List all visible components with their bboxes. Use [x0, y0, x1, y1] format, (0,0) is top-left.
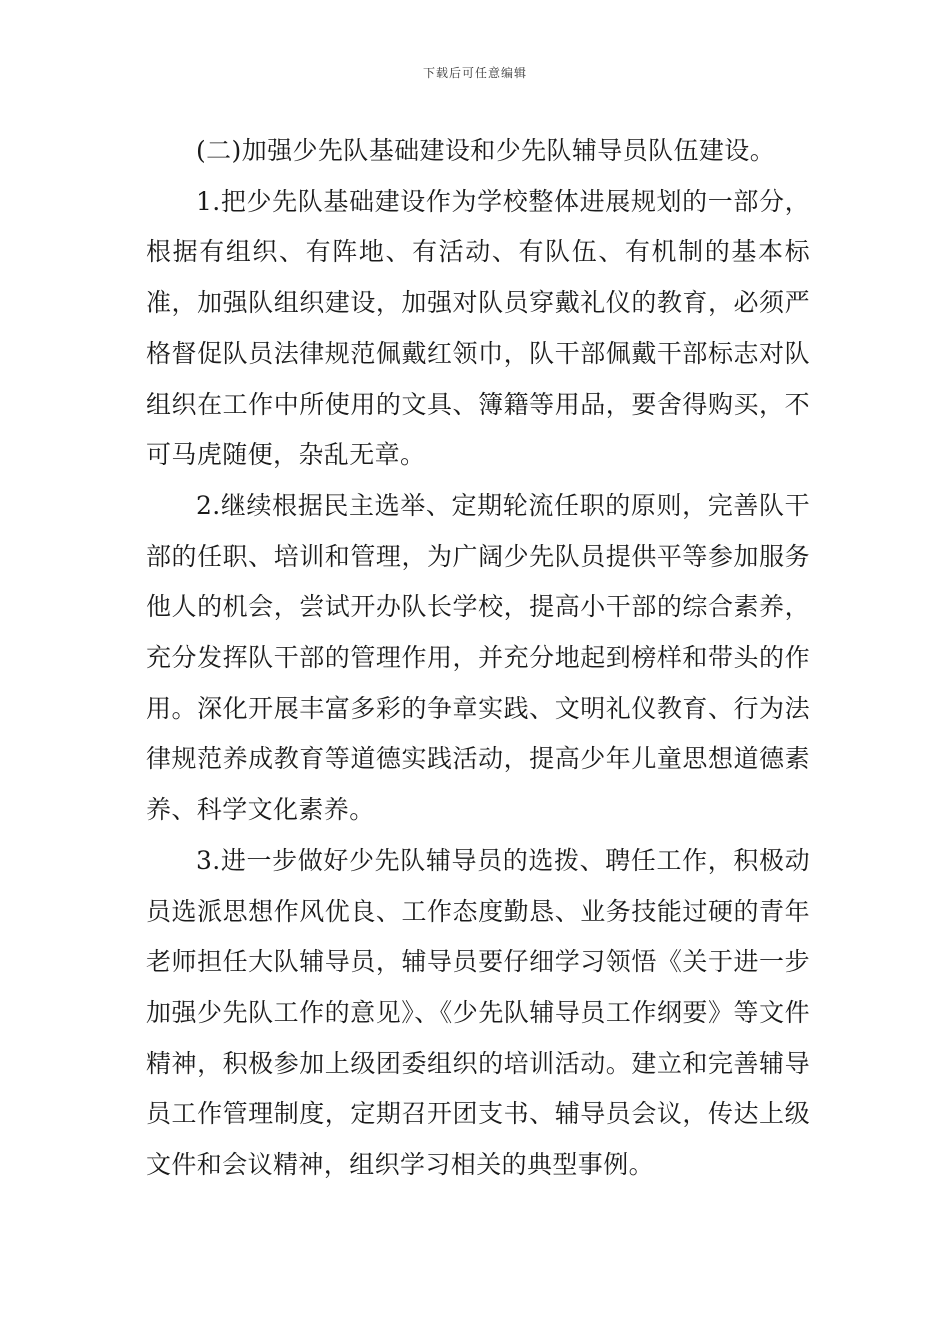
- paragraph-item-3: 3.进一步做好少先队辅导员的选拨、聘任工作，积极动员选派思想作风优良、工作态度勤恳、业务技能过硬的青年老师担任大队辅导员，辅导员要仔细学习领悟《关于进一步加强少先队工作的意见》、《少先队辅导员工作纲要》等文件精神，积极参加上级团委组织的培训活动。建立和完善辅导员工作管理制度，定期召开团支书、辅导员会议，传达上级文件和会议精神，组织学习相关的典型事例。: [146, 845, 810, 1180]
- paragraph-item-2: 2.继续根据民主选举、定期轮流任职的原则，完善队干部的任职、培训和管理，为广阔少先队员提供平等参加服务他人的机会，尝试开办队长学校，提高小干部的综合素养，充分发挥队干部的管理作用，并充分地起到榜样和带头的作用。深化开展丰富多彩的争章实践、文明礼仪教育、行为法律规范养成教育等道德实践活动，提高少年儿童思想道德素养、科学文化素养。: [146, 490, 810, 825]
- document-body: [146, 126, 810, 1191]
- paragraph-section-heading: (二)加强少先队基础建设和少先队辅导员队伍建设。: [196, 136, 776, 165]
- paragraph-item-1: 1.把少先队基础建设作为学校整体进展规划的一部分，根据有组织、有阵地、有活动、有队伍、有机制的基本标准，加强队组织建设，加强对队员穿戴礼仪的教育，必须严格督促队员法律规范佩戴红领巾，队干部佩戴干部标志对队组织在工作中所使用的文具、簿籍等用品，要舍得购买，不可马虎随便，杂乱无章。: [146, 186, 810, 470]
- header-note: 下载后可任意编辑: [422, 66, 527, 80]
